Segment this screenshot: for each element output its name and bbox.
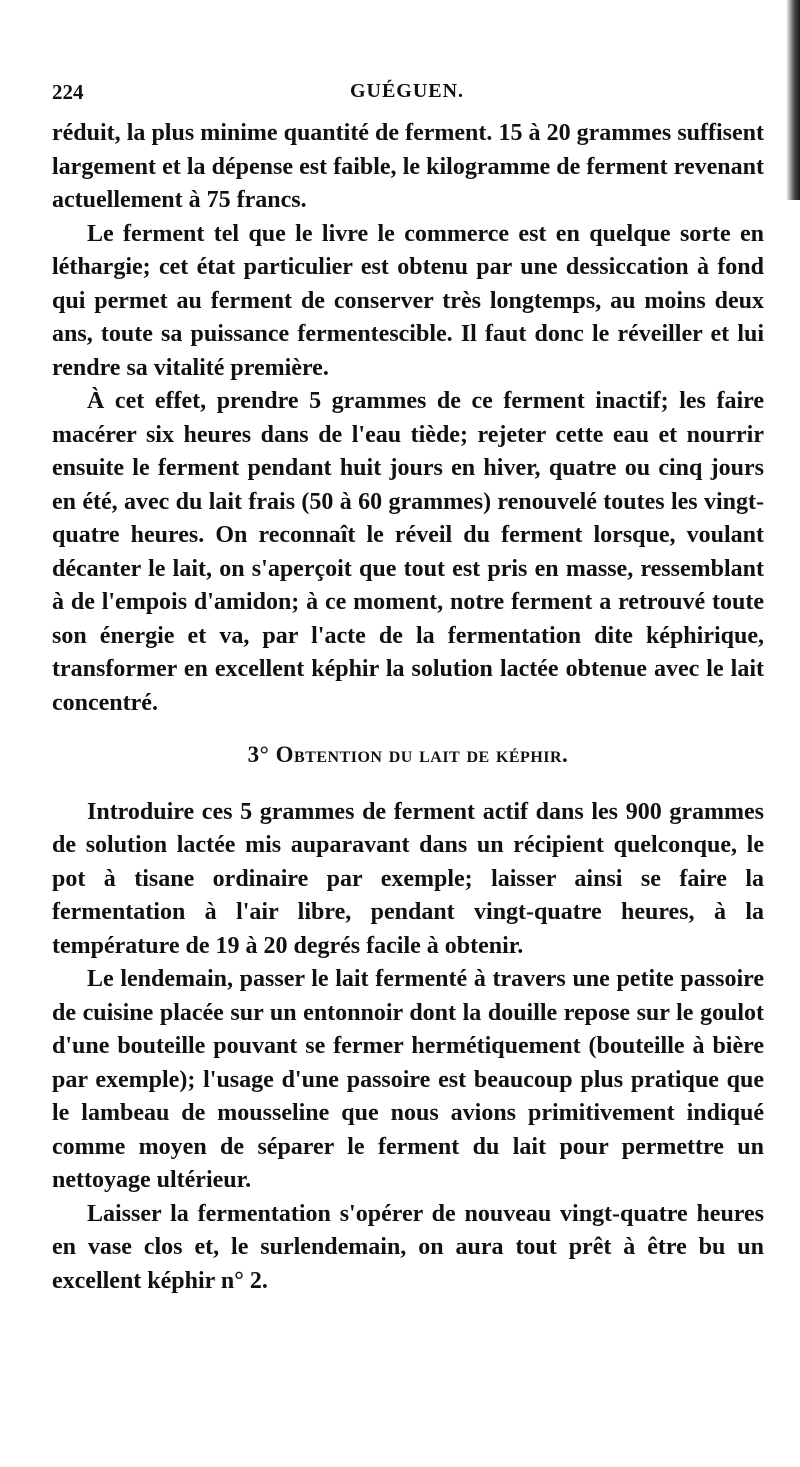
- running-head: GUÉGUEN.: [349, 80, 465, 102]
- paragraph-fermentation-again: Laisser la fermentation s'opérer de nouveau vingt-quatre heures en vase clos et, le surlendemain, on aura tout prêt à être bu un excellent képhir n° 2.: [52, 1200, 764, 1294]
- paragraph-continued: réduit, la plus minime quantité de ferment. 15 à 20 grammes suffisent largement et la dépense est faible, le kilogramme de ferment revenant actuellement à 75 francs.: [52, 120, 764, 213]
- page-edge-shadow: [786, 0, 800, 200]
- page-header: [52, 76, 762, 108]
- page-number: 224: [52, 80, 84, 104]
- section-heading: 3° Obtention du lait de képhir.: [247, 742, 569, 767]
- paragraph-ferment-revival: À cet effet, prendre 5 grammes de ce ferment inactif; les faire macérer six heures dans de l'eau tiède; rejeter cette eau et nourrir ensuite le ferment pendant huit jours en hiver, quatre ou cinq jours en été, avec du lait frais (50 à 60 grammes) renouvelé toutes les vingt-quatre heures. On reconnaît le réveil du ferment lorsque, voulant décanter le lait, on s'aperçoit que tout est pris en masse, ressemblant à de l'empois d'amidon; à ce moment, notre ferment a retrouvé toute son énergie et va, par l'acte de la fermentation dite képhirique, transformer en excellent képhir la solution lactée obtenue avec le lait concentré.: [52, 388, 764, 716]
- body-text: [52, 117, 764, 1298]
- paragraph-ferment-lethargy: Le ferment tel que le livre le commerce est en quelque sorte en léthargie; cet état particulier est obtenu par une dessiccation à fond qui permet au ferment de conserver très longtemps, au moins deux ans, toute sa puissance fermentescible. Il faut donc le réveiller et lui rendre sa vitalité première.: [52, 220, 764, 381]
- paragraph-next-day: Le lendemain, passer le lait fermenté à travers une petite passoire de cuisine placée sur un entonnoir dont la douille repose sur le goulot d'une bouteille pouvant se fermer hermétiquement (bouteille à bière par exemple); l'usage d'une passoire est beaucoup plus pratique que le lambeau de mousseline que nous avions primitivement indiqué comme moyen de séparer le ferment du lait pour permettre un nettoyage ultérieur.: [52, 966, 764, 1193]
- paragraph-introduce-ferment: Introduire ces 5 grammes de ferment actif dans les 900 grammes de solution lactée mis auparavant dans un récipient quelconque, le pot à tisane ordinaire par exemple; laisser ainsi se faire la fermentation à l'air libre, pendant vingt-quatre heures, à la température de 19 à 20 degrés facile à obtenir.: [52, 798, 764, 959]
